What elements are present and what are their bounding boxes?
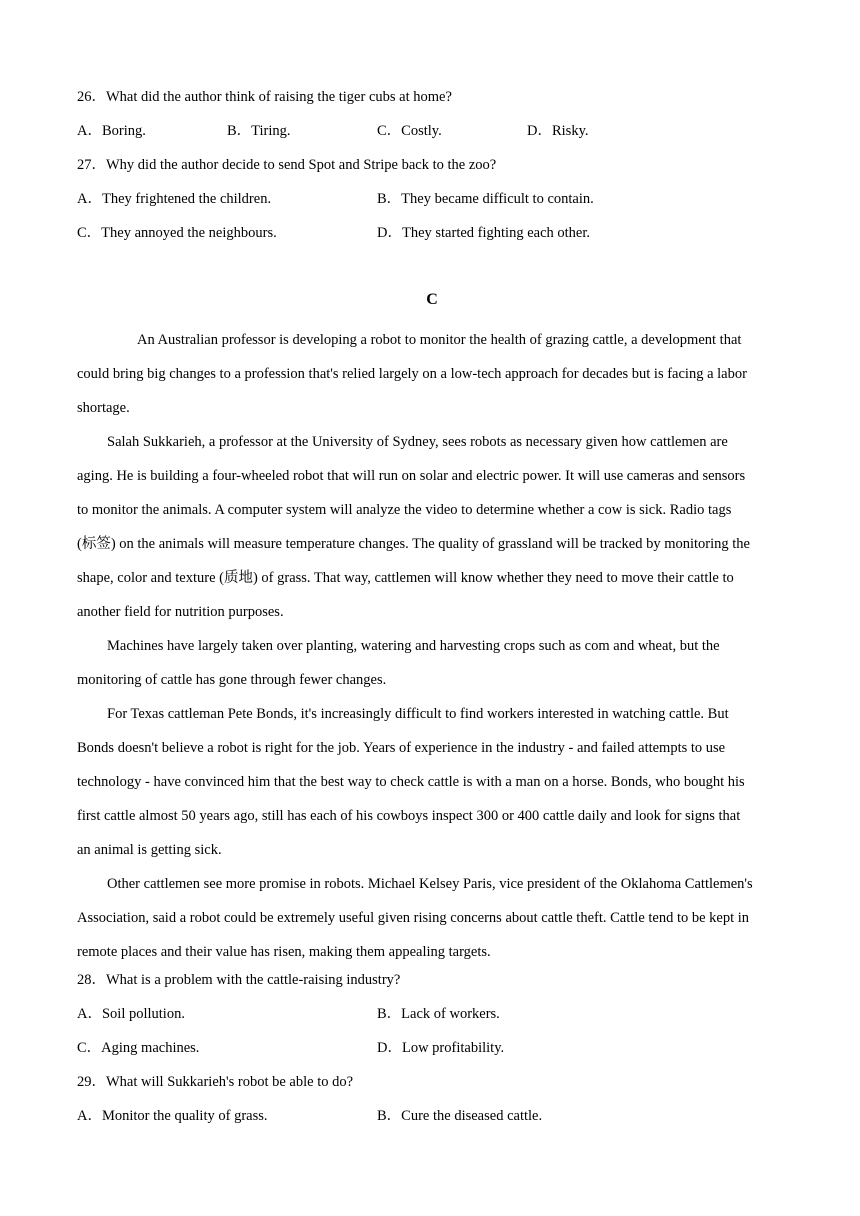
paragraph-line: Other cattlemen see more promise in robots. Michael Kelsey Paris, vice president of the Oklahoma Cattlemen's	[107, 876, 753, 892]
paragraph-line: remote places and their value has risen, making them appealing targets.	[77, 944, 491, 960]
paragraph-line: shortage.	[77, 400, 130, 416]
option-a: A．Monitor the quality of grass.	[77, 1108, 268, 1124]
paragraph-line: aging. He is building a four-wheeled robot that will run on solar and electric power. It will use cameras and sensors	[77, 468, 746, 484]
paragraph-3	[77, 629, 787, 697]
question-26-options	[77, 120, 787, 154]
paragraph-line: an animal is getting sick.	[77, 842, 222, 858]
paragraph-line: Machines have largely taken over planting, watering and harvesting crops such as com and wheat, but the	[107, 638, 720, 654]
paragraph-2	[77, 425, 787, 629]
paragraph-4	[77, 697, 787, 867]
option-b: B．Lack of workers.	[377, 1006, 500, 1022]
option-d: D．Risky.	[527, 123, 589, 139]
paragraph-line: to monitor the animals. A computer system will analyze the video to determine whether a cow is sick. Radio tags	[77, 502, 732, 518]
question-28-options-row2	[77, 1037, 787, 1071]
question-26: 26．What did the author think of raising the tiger cubs at home?	[77, 89, 452, 105]
paragraph-line: An Australian professor is developing a robot to monitor the health of grazing cattle, a development that	[137, 332, 742, 348]
option-d: D．Low profitability.	[377, 1040, 505, 1056]
paragraph-line: For Texas cattleman Pete Bonds, it's increasingly difficult to find workers interested in watching cattle. But	[107, 706, 729, 722]
document-page	[77, 86, 787, 1139]
question-27: 27．Why did the author decide to send Spot and Stripe back to the zoo?	[77, 157, 497, 173]
option-a: A．Soil pollution.	[77, 1006, 185, 1022]
paragraph-line: technology - have convinced him that the best way to check cattle is with a man on a horse. Bonds, who bought his	[77, 774, 745, 790]
option-c: C．Aging machines.	[77, 1040, 200, 1056]
section-heading: C	[426, 291, 438, 308]
option-b: B．Cure the diseased cattle.	[377, 1108, 543, 1124]
paragraph-line: (标签) on the animals will measure temperature changes. The quality of grassland will be tracked by monitoring the	[77, 536, 750, 552]
question-28: 28．What is a problem with the cattle-raising industry?	[77, 972, 401, 988]
paragraph-line: another field for nutrition purposes.	[77, 604, 284, 620]
question-29: 29．What will Sukkarieh's robot be able to do?	[77, 1074, 354, 1090]
question-27-options-row1	[77, 188, 787, 222]
paragraph-line: first cattle almost 50 years ago, still has each of his cowboys inspect 300 or 400 cattle daily and look for signs that	[77, 808, 741, 824]
paragraph-line: shape, color and texture (质地) of grass. That way, cattlemen will know whether they need to move their cattle to	[77, 570, 734, 586]
paragraph-1	[77, 323, 787, 425]
option-d: D．They started fighting each other.	[377, 225, 591, 241]
question-29-options-row1	[77, 1105, 787, 1139]
paragraph-5	[77, 867, 787, 969]
paragraph-line: Association, said a robot could be extremely useful given rising concerns about cattle theft. Cattle tend to be kept in	[77, 910, 750, 926]
paragraph-line: monitoring of cattle has gone through fewer changes.	[77, 672, 387, 688]
option-c: C．They annoyed the neighbours.	[77, 225, 277, 241]
paragraph-line: Salah Sukkarieh, a professor at the University of Sydney, sees robots as necessary given how cattlemen are	[107, 434, 728, 450]
question-27-options-row2	[77, 222, 787, 256]
option-a: A．They frightened the children.	[77, 191, 272, 207]
question-28-options-row1	[77, 1003, 787, 1037]
option-b: B．Tiring.	[227, 123, 291, 139]
paragraph-line: could bring big changes to a profession that's relied largely on a low-tech approach for decades but is facing a labor	[77, 366, 747, 382]
option-a: A．Boring.	[77, 123, 146, 139]
option-b: B．They became difficult to contain.	[377, 191, 594, 207]
option-c: C．Costly.	[377, 123, 442, 139]
paragraph-line: Bonds doesn't believe a robot is right for the job. Years of experience in the industry - and failed attempts to use	[77, 740, 726, 756]
